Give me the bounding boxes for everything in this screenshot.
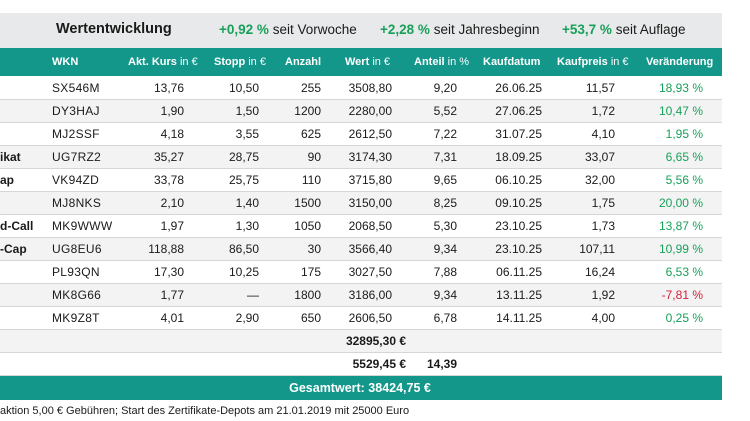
col-wert: Wert in € <box>345 56 391 68</box>
performance-summary-bar <box>0 13 722 48</box>
cell-anzahl: 30 <box>307 242 321 256</box>
cell-anteil: 5,52 <box>433 104 457 118</box>
cell-kurs: 4,01 <box>160 311 184 325</box>
cell-wert: 3186,00 <box>348 288 392 302</box>
cell-wkn: MJ2SSF <box>52 127 100 141</box>
cell-kurs: 33,78 <box>153 173 184 187</box>
table-row <box>0 169 722 192</box>
cash-value: 5529,45 € <box>352 357 406 371</box>
table-row <box>0 146 722 169</box>
cell-veraenderung: 10,99 % <box>658 242 703 256</box>
cell-kurs: 4,18 <box>160 127 184 141</box>
cell-kurs: 2,10 <box>160 196 184 210</box>
cell-kurs: 17,30 <box>153 265 184 279</box>
cell-stopp: 1,50 <box>235 104 259 118</box>
col-kaufpreis: Kaufpreis in € <box>557 56 629 68</box>
cell-anzahl: 90 <box>307 150 321 164</box>
cash-share: 14,39 <box>426 357 457 371</box>
col-anteil: Anteil in % <box>414 56 470 68</box>
cell-veraenderung: 20,00 % <box>658 196 703 210</box>
cell-kaufdatum: 23.10.25 <box>495 242 542 256</box>
cell-anteil: 7,22 <box>433 127 457 141</box>
performance-week-label: seit Vorwoche <box>272 22 357 37</box>
cell-kaufpreis: 107,11 <box>579 242 615 256</box>
performance-ytd <box>380 22 540 37</box>
cell-kaufpreis: 16,24 <box>584 265 615 279</box>
cell-stopp: 28,75 <box>228 150 259 164</box>
performance-week-value: +0,92 % <box>219 22 269 37</box>
table-row <box>0 215 722 238</box>
table-row <box>0 123 722 146</box>
subtotal-value: 32895,30 € <box>345 334 406 348</box>
cell-stopp: 2,90 <box>235 311 259 325</box>
col-kurs: Akt. Kurs in € <box>128 56 198 68</box>
cell-wert: 3027,50 <box>348 265 392 279</box>
cell-kaufdatum: 14.11.25 <box>496 311 542 325</box>
cell-anzahl: 110 <box>301 173 321 187</box>
table-row <box>0 100 722 123</box>
cell-kaufdatum: 31.07.25 <box>495 127 542 141</box>
cell-kaufdatum: 06.10.25 <box>495 173 542 187</box>
cell-wert: 3715,80 <box>348 173 392 187</box>
cell-wert: 2280,00 <box>348 104 392 118</box>
cell-stopp: 1,30 <box>235 219 259 233</box>
cell-kurs: 1,90 <box>160 104 184 118</box>
cell-kaufpreis: 1,72 <box>591 104 615 118</box>
cell-anzahl: 255 <box>300 81 321 95</box>
cell-name: ap <box>0 173 15 187</box>
cell-kaufpreis: 1,75 <box>591 196 615 210</box>
cell-wert: 3150,00 <box>348 196 392 210</box>
cell-kaufpreis: 1,92 <box>591 288 615 302</box>
cell-veraenderung: -7,81 % <box>661 288 703 302</box>
performance-inception <box>562 22 686 37</box>
cash-row <box>0 353 722 376</box>
cell-stopp: 10,25 <box>228 265 259 279</box>
col-stopp: Stopp in € <box>214 56 266 68</box>
cell-anteil: 6,78 <box>433 311 457 325</box>
table-row <box>0 238 722 261</box>
cell-wkn: UG7RZ2 <box>52 150 102 164</box>
grand-total-bar <box>0 376 722 400</box>
cell-name: -Cap <box>0 242 27 256</box>
cell-wkn: SX546M <box>52 81 100 95</box>
cell-anzahl: 1500 <box>294 196 321 210</box>
cell-anteil: 9,34 <box>433 242 457 256</box>
cell-anzahl: 1800 <box>294 288 321 302</box>
cell-kaufpreis: 33,07 <box>584 150 615 164</box>
cell-anteil: 7,88 <box>433 265 457 279</box>
cell-anzahl: 650 <box>300 311 321 325</box>
table-row <box>0 261 722 284</box>
cell-anzahl: 625 <box>300 127 321 141</box>
col-anzahl: Anzahl <box>285 56 322 68</box>
cell-anteil: 7,31 <box>433 150 457 164</box>
cell-wkn: VK94ZD <box>52 173 100 187</box>
table-row <box>0 307 722 330</box>
performance-ytd-value: +2,28 % <box>380 22 430 37</box>
cell-wkn: MK9Z8T <box>52 311 100 325</box>
cell-wkn: UG8EU6 <box>52 242 102 256</box>
cell-veraenderung: 1,95 % <box>665 127 703 141</box>
cell-anteil: 9,65 <box>433 173 457 187</box>
subtotal-row <box>0 330 722 353</box>
cell-veraenderung: 6,65 % <box>665 150 703 164</box>
cell-veraenderung: 18,93 % <box>658 81 703 95</box>
cell-veraenderung: 6,53 % <box>665 265 703 279</box>
cell-anzahl: 1050 <box>294 219 321 233</box>
cell-stopp: — <box>247 288 259 302</box>
cell-stopp: 3,55 <box>235 127 259 141</box>
cell-veraenderung: 10,47 % <box>658 104 703 118</box>
cell-wert: 3174,30 <box>348 150 392 164</box>
cell-wert: 2068,50 <box>348 219 392 233</box>
cell-kurs: 118,88 <box>148 242 184 256</box>
cell-stopp: 10,50 <box>228 81 259 95</box>
cell-kaufdatum: 09.10.25 <box>495 196 542 210</box>
grand-total-text: Gesamtwert: 38424,75 € <box>289 381 431 395</box>
cell-kaufdatum: 27.06.25 <box>495 104 542 118</box>
cell-name: d-Call <box>0 219 34 233</box>
cell-veraenderung: 13,87 % <box>658 219 703 233</box>
performance-week <box>219 22 357 37</box>
cell-kurs: 1,97 <box>160 219 184 233</box>
cell-wkn: MK9WWW <box>52 219 113 233</box>
cell-kaufpreis: 32,00 <box>584 173 615 187</box>
cell-kaufpreis: 4,10 <box>591 127 615 141</box>
cell-kurs: 35,27 <box>153 150 184 164</box>
cell-wert: 2612,50 <box>348 127 392 141</box>
cell-kaufdatum: 26.06.25 <box>495 81 542 95</box>
cell-veraenderung: 5,56 % <box>665 173 703 187</box>
performance-inception-label: seit Auflage <box>615 22 686 37</box>
cell-stopp: 25,75 <box>228 173 259 187</box>
col-kaufdatum: Kaufdatum <box>483 56 541 68</box>
table-row <box>0 77 722 100</box>
performance-title: Wertentwicklung <box>56 21 172 37</box>
performance-inception-value: +53,7 % <box>562 22 612 37</box>
cell-kurs: 1,77 <box>160 288 184 302</box>
table-row <box>0 284 722 307</box>
cell-wkn: PL93QN <box>52 265 100 279</box>
cell-anteil: 5,30 <box>433 219 457 233</box>
cell-anzahl: 1200 <box>294 104 321 118</box>
cell-name: ikat <box>0 150 21 164</box>
cell-stopp: 86,50 <box>228 242 259 256</box>
cell-wert: 2606,50 <box>348 311 392 325</box>
cell-wert: 3508,80 <box>348 81 392 95</box>
cell-anteil: 9,34 <box>433 288 457 302</box>
cell-kaufdatum: 06.11.25 <box>496 265 542 279</box>
cell-kaufpreis: 4,00 <box>591 311 615 325</box>
cell-kaufdatum: 18.09.25 <box>495 150 542 164</box>
cell-kaufdatum: 13.11.25 <box>496 288 542 302</box>
cell-anteil: 9,20 <box>433 81 457 95</box>
footnote: aktion 5,00 € Gebühren; Start des Zertifikate-Depots am 21.01.2019 mit 25000 Euro <box>0 405 410 417</box>
cell-wkn: MK8G66 <box>52 288 102 302</box>
table-header <box>0 48 722 76</box>
cell-kaufpreis: 11,57 <box>585 81 615 95</box>
cell-veraenderung: 0,25 % <box>665 311 703 325</box>
cell-kaufpreis: 1,73 <box>591 219 615 233</box>
col-wkn: WKN <box>52 56 79 68</box>
col-veraenderung: Veränderung <box>646 56 714 68</box>
performance-ytd-label: seit Jahresbeginn <box>433 22 540 37</box>
cell-kaufdatum: 23.10.25 <box>495 219 542 233</box>
table-row <box>0 192 722 215</box>
cell-stopp: 1,40 <box>235 196 259 210</box>
cell-kurs: 13,76 <box>153 81 184 95</box>
cell-wert: 3566,40 <box>348 242 392 256</box>
cell-wkn: DY3HAJ <box>52 104 100 118</box>
cell-anzahl: 175 <box>300 265 321 279</box>
cell-wkn: MJ8NKS <box>52 196 102 210</box>
cell-anteil: 8,25 <box>433 196 457 210</box>
